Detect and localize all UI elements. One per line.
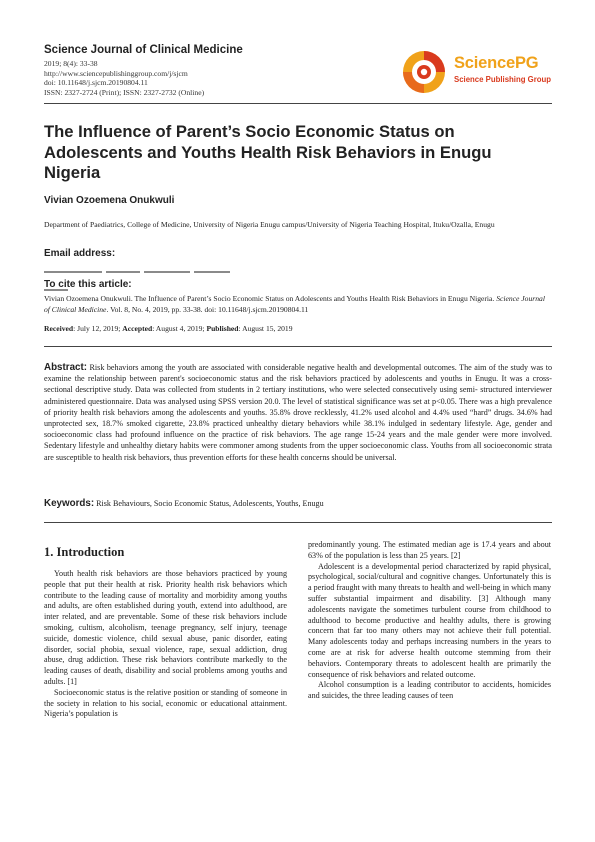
- keywords-bottom-rule: [44, 522, 552, 523]
- paragraph: Youth health risk behaviors are those behaviors practiced by young people that put their health at risk. Priority health risk behaviors which contribute to the leading cause of mortality and morbidity among youths and adults, are often established during youth, extend into adulthood, are inter related, and are preventable. Some of these risk behaviors include smoking, cultism, alcoholism, teenage pregnancy, self injury, teenage suicide, domestic violence, child sexual abuse, panic disorder, eating disorder, social phobia, sexual violence, rape, sexual addiction, drug abuse, drug addiction. These risk behaviors contribute markedly to the leading causes of death, disability and social problems among youths and adults. [1]: [44, 569, 287, 686]
- paragraph: Adolescent is a developmental period characterized by rapid physical, psychological, social/cultural and cognitive changes. Unfortunately this is a period fraught with many threats to health and well-being in which many suffer substantial impairment and disability. [3] Although many adolescents navigate the sometimes turbulent course from childhood to adulthood to become productive and healthy adults, there is growing concern that far too many others may not achieve their full potential. Many adolescents today and perhaps increasing numbers in the years to come are at risk for adverse health outcome stemming from their behaviors. Contemporary threats to adolescent health are primarily the consequence of risk behaviors and related outcome.: [308, 561, 551, 679]
- cite-heading: To cite this article:: [44, 279, 132, 290]
- published-label: Published: [206, 324, 239, 333]
- right-column: [308, 540, 551, 702]
- header-rule: [44, 103, 552, 104]
- left-column: [44, 569, 287, 720]
- citation: [44, 293, 552, 315]
- paragraph: predominantly young. The estimated median age is 17.4 years and about 63% of the population is less than 25 years. [2]: [308, 540, 551, 560]
- logo-subtitle: Science Publishing Group: [454, 75, 552, 84]
- accepted-date: : August 4, 2019;: [152, 324, 207, 333]
- article-title: The Influence of Parent’s Socio Economic Status on Adolescents and Youths Health Risk Behaviors in Enugu Nigeria: [44, 122, 492, 182]
- abstract-label: Abstract:: [44, 362, 88, 373]
- keywords: [44, 498, 324, 509]
- section-heading: 1. Introduction: [44, 545, 125, 559]
- citation-journal: Science Journal of Clinical Medicine: [44, 294, 545, 314]
- doi-line: doi: 10.11648/j.sjcm.20190804.11: [44, 78, 148, 88]
- logo-name: SciencePG: [454, 54, 539, 72]
- publisher-logo: [400, 48, 550, 96]
- issue-line: 2019; 8(4): 33-38: [44, 59, 98, 68]
- affiliation: Department of Paediatrics, College of Medicine, University of Nigeria Enugu campus/University of Nigeria Teaching Hospital, Ituku/Ozalla, Enugu: [44, 220, 495, 229]
- received-label: Received: [44, 324, 74, 333]
- citation-text: Vivian Ozoemena Onukwuli. The Influence of Parent’s Socio Economic Status on Adolescents and Youths Health Risk Behaviors in Enugu Nigeria.: [44, 294, 497, 303]
- keywords-text: Risk Behaviours, Socio Economic Status, Adolescents, Youths, Enugu: [94, 499, 324, 508]
- journal-url[interactable]: http://www.sciencepublishinggroup.com/j/sjcm: [44, 68, 188, 78]
- issn-line: ISSN: 2327-2724 (Print); ISSN: 2327-2732 (Online): [44, 88, 205, 98]
- paragraph: Socioeconomic status is the relative position or standing of someone in the society in relation to his social, economic or educational attainment. Nigeria’s population is: [44, 687, 287, 719]
- journal-meta: [44, 59, 204, 98]
- publication-dates: [44, 324, 293, 333]
- journal-name: Science Journal of Clinical Medicine: [44, 44, 243, 56]
- email-redacted: [44, 263, 259, 269]
- abstract-top-rule: [44, 346, 552, 347]
- email-heading: Email address:: [44, 248, 116, 259]
- received-date: : July 12, 2019;: [73, 324, 123, 333]
- citation-details: . Vol. 8, No. 4, 2019, pp. 33-38. doi: 10.11648/j.sjcm.20190804.11: [106, 305, 309, 314]
- published-date: : August 15, 2019: [238, 324, 293, 333]
- abstract-text: Risk behaviors among the youth are associated with considerable negative health and developmental outcomes. The aim of the study was to examine the relationship between parent's socioeconomic status and the risk behaviors practiced by adolescents and youths in Enugu. It was a cross-sectional descriptive study. Data was collected from students in 2 tertiary institutions, who were selected consecutively using semi- structured interviewer administered questionnaire. Data was analysed using SPSS version 20.0. The level of statistical significance was set at p<0.05. There was a high prevalence of priority health risk behaviors among the adolescents and youths. 35.8% drove recklessly, 41.2% used alcohol and 4.4% used “hard” drugs. 34.6% had unprotected sex, 18.7% smoked cigarette, 23.8% practiced unhealthy dietary behaviors while 38.1% indulged in sedentary lifestyle. Age, gender and socioeconomic class had profound influence on the practice of risk behaviors. The age range 15-24 years and the male gender were more involved. Sedentary lifestyle and unhealthy dietary habits were commoner among students from the upper socioeconomic class. Youths from all socioeconomic strata are susceptible to health risk behaviors, thus prevention efforts for these health concerns should be universal.: [44, 363, 552, 462]
- paragraph: Alcohol consumption is a leading contributor to accidents, homicides and suicides, the three leading causes of teen: [308, 680, 551, 701]
- author-name: Vivian Ozoemena Onukwuli: [44, 195, 175, 206]
- sciencepg-logo-icon: [400, 48, 450, 96]
- keywords-label: Keywords:: [44, 498, 95, 509]
- abstract: [44, 362, 552, 463]
- accepted-label: Accepted: [122, 324, 153, 333]
